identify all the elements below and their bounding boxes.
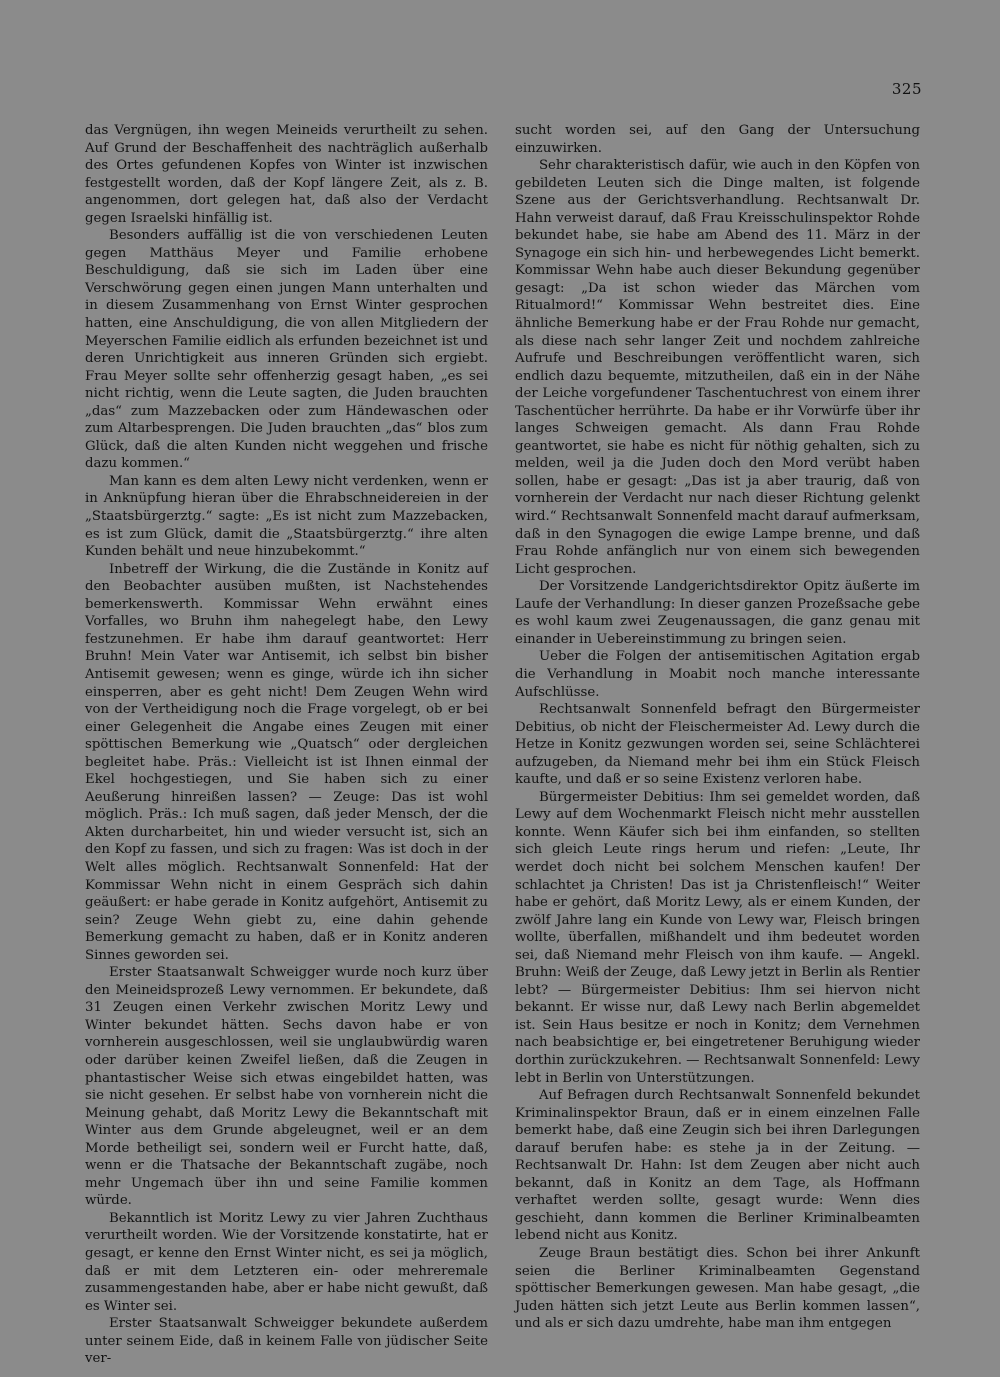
page-number: 325 [891, 80, 922, 98]
right-column-paragraph: Der Vorsitzende Landgerichtsdirektor Opitz äußerte im Laufe der Verhandlung: In dieser ganzen Prozeßsache gebe es wohl kaum zwei Zeugenaussagen, die ganz genau mit einander in Uebereinstimmung zu bringen seien. [515, 579, 920, 647]
left-column-paragraph: Inbetreff der Wirkung, die die Zustände in Konitz auf den Beobachter ausüben mußten, ist Nachstehendes bemerkenswerth. Kommissar Wehn erwähnt eines Vorfalles, wo Bruhn ihm nahegelegt habe, den Lewy festzunehmen. Er habe ihm darauf geantwortet: Herr Bruhn! Mein Vater war Antisemit, ich selbst bin bisher Antisemit gewesen; wenn es ginge, würde ich ihn sicher einsperren, aber es geht nicht! Dem Zeugen Wehn wird von der Vertheidigung noch die Frage vorgelegt, ob er bei einer Gelegenheit die Angabe eines Zeugen mit einer spöttischen Bemerkung wie „Quatsch“ oder dergleichen begleitet habe. Präs.: Vielleicht ist ist Ihnen einmal der Ekel hochgestiegen, und Sie haben sich zu einer Aeußerung hinreißen lassen? — Zeuge: Das ist wohl möglich. Präs.: Ich muß sagen, daß jeder Mensch, der die Akten durcharbeitet, hin und wieder versucht ist, sich an den Kopf zu fassen, und sich zu fragen: Was ist doch in der Welt alles möglich. Rechtsanwalt Sonnenfeld: Hat der Kommissar Wehn nicht in einem Gespräch sich dahin geäußert: er habe gerade in Konitz aufgehört, Antisemit zu sein? Zeuge Wehn giebt zu, eine dahin gehende Bemerkung gemacht zu haben, daß er in Konitz anderen Sinnes geworden sei. [85, 561, 488, 963]
right-column [515, 122, 920, 1333]
left-column-paragraph: Man kann es dem alten Lewy nicht verdenken, wenn er in Anknüpfung hieran über die Ehrabschneidereien in der „Staatsbürgerztg.“ sagte: „Es ist nicht zum Mazzebacken, es ist zum Glück, damit die „Staatsbürgerztg.“ ihre alten Kunden behält und neue hinzubekommt.“ [85, 473, 488, 560]
right-column-paragraph: sucht worden sei, auf den Gang der Untersuchung einzuwirken. [515, 123, 920, 156]
left-column-paragraph: das Vergnügen, ihn wegen Meineids verurtheilt zu sehen. Auf Grund der Beschaffenheit des nachträglich außerhalb des Ortes gefundenen Kopfes von Winter ist inzwischen festgestellt worden, daß der Kopf längere Zeit, als z. B. angenommen, dort gelegen hat, daß also der Verdacht gegen Israelski hinfällig ist. [85, 123, 488, 226]
right-column-paragraph: Rechtsanwalt Sonnenfeld befragt den Bürgermeister Debitius, ob nicht der Fleischermeister Ad. Lewy durch die Hetze in Konitz gezwungen worden sei, seine Schlächterei aufzugeben, da Niemand mehr bei ihm ein Stück Fleisch kaufte, und daß er so seine Existenz verloren habe. [515, 702, 920, 788]
left-column-paragraph: Besonders auffällig ist die von verschiedenen Leuten gegen Matthäus Meyer und Familie erhobene Beschuldigung, daß sie sich im Laden über eine Verschwörung gegen einen jungen Mann unterhalten und in diesem Zusammenhang von Ernst Winter gesprochen hatten, eine Anschuldigung, die von allen Mitgliedern der Meyerschen Familie eidlich als erfunden bezeichnet ist und deren Unrichtigkeit aus inneren Gründen sich ergiebt. Frau Meyer sollte sehr offenherzig gesagt haben, „es sei nicht richtig, wenn die Leute sagten, die Juden brauchten „das“ zum Mazzebacken oder zum Händewaschen oder zum Altarbesprengen. Die Juden brauchten „das“ blos zum Glück, daß die alten Kunden nicht weggehen und frische dazu kommen.“ [85, 228, 488, 472]
left-column-paragraph: Erster Staatsanwalt Schweigger bekundete außerdem unter seinem Eide, daß in keinem Falle von jüdischer Seite ver- [85, 1316, 488, 1367]
left-column-paragraph: Erster Staatsanwalt Schweigger wurde noch kurz über den Meineidsprozeß Lewy vernommen. Er bekundete, daß 31 Zeugen einen Verkehr zwischen Moritz Lewy und Winter bekundet hätten. Sechs davon habe er von vornherein ausgeschlossen, weil sie unglaubwürdig waren oder darüber keinen Zweifel ließen, daß die Zeugen in phantastischer Weise sich etwas eingebildet hatten, was sie nicht gesehen. Er selbst habe von vornherein nicht die Meinung gehabt, daß Moritz Lewy die Bekanntschaft mit Winter aus dem Grunde abgeleugnet, weil er an dem Morde betheiligt sei, sondern weil er Furcht hatte, daß, wenn er die Thatsache der Bekanntschaft zugäbe, noch mehr Ungemach über ihn und seine Familie kommen würde. [85, 965, 488, 1209]
left-column [85, 122, 488, 1368]
right-column-paragraph: Zeuge Braun bestätigt dies. Schon bei ihrer Ankunft seien die Berliner Kriminalbeamten Gegenstand spöttischer Bemerkungen gewesen. Man habe gesagt, „die Juden hätten sich jetzt Leute aus Berlin kommen lassen“, und als er sich dazu umdrehte, habe man ihm entgegen [515, 1246, 920, 1332]
right-column-paragraph: Bürgermeister Debitius: Ihm sei gemeldet worden, daß Lewy auf dem Wochenmarkt Fleisch nicht mehr ausstellen konnte. Wenn Käufer sich bei ihm einfanden, so stellten sich gleich Leute rings herum und riefen: „Leute, Ihr werdet doch nicht bei solchem Menschen kaufen! Der schlachtet ja Christen! Das ist ja Christenfleisch!“ Weiter habe er gehört, daß Moritz Lewy, als er einem Kunden, der zwölf Jahre lang ein Kunde von Lewy war, Fleisch bringen wollte, überfallen, mißhandelt und ihm bedeutet worden sei, daß Niemand mehr Fleisch von ihm kaufe. — Angekl. Bruhn: Weiß der Zeuge, daß Lewy jetzt in Berlin als Rentier lebt? — Bürgermeister Debitius: Ihm sei hiervon nicht bekannt. Er wisse nur, daß Lewy nach Berlin abgemeldet ist. Sein Haus besitze er noch in Konitz; dem Vernehmen nach beabsichtige er, bei eingetretener Beruhigung wieder dorthin zurückzukehren. — Rechtsanwalt Sonnenfeld: Lewy lebt in Berlin von Unterstützungen. [515, 789, 920, 1086]
right-column-paragraph: Auf Befragen durch Rechtsanwalt Sonnenfeld bekundet Kriminalinspektor Braun, daß er in einem einzelnen Falle bemerkt habe, daß eine Zeugin sich bei ihren Darlegungen darauf berufen habe: es stehe ja in der Zeitung. — Rechtsanwalt Dr. Hahn: Ist dem Zeugen aber nicht auch bekannt, daß in Konitz an dem Tage, als Hoffmann verhaftet werden sollte, gesagt wurde: Wenn dies geschieht, dann kommen die Berliner Kriminalbeamten lebend nicht aus Konitz. [515, 1088, 920, 1244]
left-column-paragraph: Bekanntlich ist Moritz Lewy zu vier Jahren Zuchthaus verurtheilt worden. Wie der Vorsitzende konstatirte, hat er gesagt, er kenne den Ernst Winter nicht, es sei ja möglich, daß er mit dem Letzteren ein- oder mehreremale zusammengestanden habe, aber er habe nicht gewußt, daß es Winter sei. [85, 1210, 488, 1314]
right-column-paragraph: Sehr charakteristisch dafür, wie auch in den Köpfen von gebildeten Leuten sich die Dinge malten, ist folgende Szene aus der Gerichtsverhandlung. Rechtsanwalt Dr. Hahn verweist darauf, daß Frau Kreisschulinspektor Rohde bekundet habe, sie habe am Abend des 11. März in der Synagoge ein sich hin- und herbewegendes Licht bemerkt. Kommissar Wehn habe auch dieser Bekundung gegenüber gesagt: „Da ist schon wieder das Märchen vom Ritualmord!“ Kommissar Wehn bestreitet dies. Eine ähnliche Bemerkung habe er der Frau Rohde nur gemacht, als diese nach sehr langer Zeit und nochdem zahlreiche Aufrufe und Beschreibungen veröffentlicht waren, sich endlich dazu bequemte, mitzutheilen, daß ein in der Nähe der Leiche vorgefundener Taschentuchrest von einem ihrer Taschentücher herrührte. Da habe er ihr Vorwürfe über ihr langes Schweigen gemacht. Als dann Frau Rohde geantwortet, sie habe es nicht für nöthig gehalten, sich zu melden, weil ja die Juden doch den Mord verübt haben sollen, habe er gesagt: „Das ist ja aber traurig, daß von vornherein der Verdacht nur nach dieser Richtung gelenkt wird.“ Rechtsanwalt Sonnenfeld macht darauf aufmerksam, daß in den Synagogen die ewige Lampe brenne, und daß Frau Rohde anfänglich nur von einem sich bewegenden Licht gesprochen. [515, 158, 920, 577]
right-column-paragraph: Ueber die Folgen der antisemitischen Agitation ergab die Verhandlung in Moabit noch manche interessante Aufschlüsse. [515, 649, 920, 700]
